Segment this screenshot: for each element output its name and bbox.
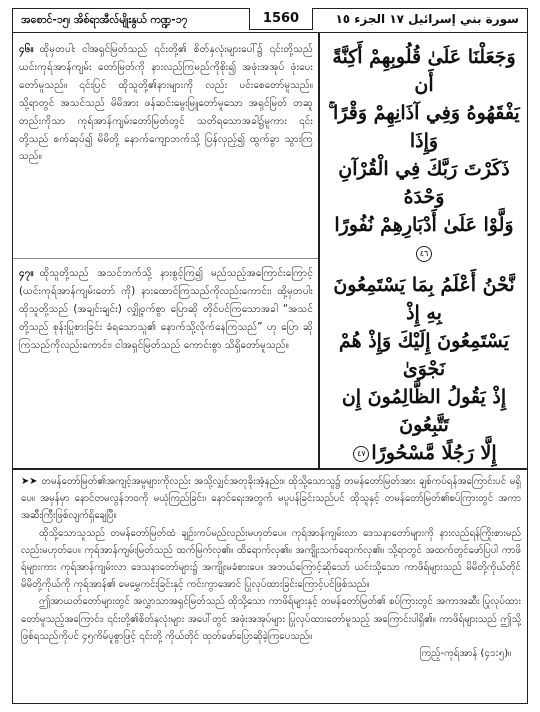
footnotes	[21, 473, 521, 662]
verse-47-text: ထိုသူတို့သည် အသင်ဘက်သို့ နားစွင့်ကြ၍ မည်သည့်အကြောင်းကြောင့် (ယင်းကုရ်အာန်ကျမ်းတော် ကို) နားထောင်ကြသည်ကိုလည်းကောင်း၊ ထို့မှတပါး ထိုသူတို့သည် (အချင်းချင်း) လျှို့ဝှက်စွာ ပြောဆို တိုင်ပင်ကြသောအခါ “အသင်တို့သည် စုန်းပြုစားခြင်း ခံရသောသူ၏ နောက်သို့လိုက်နေကြသည်” ဟု ပြော ဆိုကြသည်ကိုလည်းကောင်း၊ ငါအရှင်မြတ်သည် ကောင်းစွာ သိရှိတော်မူသည်။	[19, 268, 313, 351]
arabic-line: وَلَّوْا عَلَىٰ أَدْبَارِهِمْ نُفُورًا٤٦	[325, 211, 523, 267]
arabic-line: وَجَعَلْنَا عَلَىٰ قُلُوبِهِمْ أَكِنَّةً أَن	[332, 46, 516, 96]
verse-46-translation	[19, 41, 313, 166]
arabic-line: نَّحْنُ أَعْلَمُ بِمَا يَسْتَمِعُونَ بِهِ إِذْ	[333, 274, 515, 324]
footnote-paragraph: ဤအာယတ်တော်များတွင် အလွှာသာအရှင်မြတ်သည် ထိုသို့သော ကာဖိရ်များနှင့် တမန်တော်မြတ်၏ စပ်ကြားတွင် အကာအဆီး ပြုလုပ်ထားတော်မူသည့်အကြောင်း၊ ၎င်းတို့၏စိတ်နှလုံးများ အပေါ်တွင် အဖုံးအအုပ်များ ပြုလုပ်ထားတော်မူသည့် အကြောင်းပါရှိ၏။ ကာဖိရ်များသည် ဤသို့ဖြစ်ရသည်ကိုပင် ၄၅ကိမ်ပူစွာဖြင့် ၎င်းတို့ ကိုယ်တိုင် ထုတ်ဖော်ပြောဆိုခဲ့ကြပေသည်။	[21, 596, 521, 642]
footnote-marker: ➤➤	[21, 476, 38, 487]
verse-separator	[13, 258, 318, 259]
footnote-paragraph: ထိုသို့သောသူသည် တမန်တော်မြတ်ထံ ချဉ်းကပ်မည်လည်းမဟုတ်ပေ။ ကုရ်အာန်ကျမ်းလာ ဒေသနာတော်များကို နားလည်ရန်ကြိုးစားမည်လည်းမဟုတ်ပေ။ ကုရ်အာန်ကျမ်းမြတ်သည် ထက်မြက်လှ၏။ ထိရောက်လှ၏။ အကျိုးသက်ရောက်လှ၏။ သို့ရာတွင် အထက်တွင်ဖော်ပြပါ ကာဖိရ်များကား ကုရ်အာန်ကျမ်းလာ ဒေသနာတော်များ၌ အကျိုးမခံစားပေ။ အဘယ်ကြောင့်ဆိုသော် ယင်းသို့သော ကာဖိရ်များသည် မိမိတို့ကိုယ်တိုင် မိမိတို့ကိုယ်ကို ကုရ်အာန်၏ မေမွှေကင်းခြင်းနှင့် ကင်းကွာအောင် ပြုလုပ်ထားခြင်းကြောင့်ပင်ဖြစ်သည်။	[21, 527, 521, 591]
verse-46-text: ထိုမှတပါး ငါအရှင်မြတ်သည် ၎င်းတို့၏ စိတ်နှလုံးများပေါ်၌ ၎င်းတို့သည် ယင်းကုရ်အာန်ကျမ်း တော်မြတ်ကို နားလည်ကြမည်ကိုစိုး၍ အဖုံးအအုပ် ဖုံးပေးတော်မူသည်။ ၎င်းပြင် ထိုသူတို့၏နားများကို လည်း ပင်းစေတော်မူသည်။ သို့ရာတွင် အသင်သည် မိမိအား ဖန်ဆင်းမွေးမြူတော်မူသော အရှင်မြတ် တဆူတည်းကိုသာ ကုရ်အာန်ကျမ်းတော်မြတ်တွင် သတိရသောအခါ၌မူကား ၎င်းတို့သည် စက်ဆုပ်၍ မိမိတို့ နောက်ကျောဘက်သို့ ပြန်လှည့်၍ ထွက်ခွာ သွားကြသည်။	[19, 44, 313, 163]
page-frame	[12, 8, 528, 704]
ayah-number-mark: ٤٧	[353, 446, 369, 462]
page-header	[13, 9, 527, 33]
arabic-line: ذَكَرْتَ رَبَّكَ فِي الْقُرْآنِ وَحْدَهُ	[338, 158, 510, 208]
verse-46-arabic	[325, 43, 523, 267]
arabic-line: يَفْقَهُوهُ وَفِي آذَانِهِمْ وَقْرًا ۚ وَإِذَا	[328, 102, 520, 152]
header-right-title: سورة بني إسرائيل ١٧ الجزء ١٥	[335, 12, 519, 26]
column-divider	[318, 33, 320, 468]
footnote-divider	[13, 468, 527, 470]
footnote-paragraph: ➤➤ တမန်တော်မြတ်၏အကျင့်အမူများကိုလည်း အသို့လျှင်အတုခိုးအံ့နည်း။ ထိုသို့သောသူ၌ တမန်တော်မြတ်အား ချစ်ကပ်ရန်အကြောင်းပင် မရှိပေ။ အမှန်မှာ နောင်တမလွန်ဘဝကို မယုံကြည်ခြင်း၊ နောင်ရေးအတွက် မပူပန်ခြင်းသည်ပင် ထိုသူနှင့် တမန်တော်မြတ်၏စပ်ကြားတွင် အကာအဆီးကြီးဖြစ်လျက်ရှိချေပြီ။	[21, 476, 521, 522]
arabic-line: إِذْ يَقُولُ الظَّالِمُونَ إِن تَتَّبِعُونَ	[341, 386, 507, 436]
verse-47-number: ၄၇။	[19, 268, 34, 279]
verse-46-number: ၄၆။	[19, 44, 34, 55]
verse-47-translation	[19, 265, 313, 355]
verse-47-arabic	[325, 271, 523, 467]
ayah-number-mark: ٤٦	[416, 246, 432, 262]
page-number: 1560	[249, 8, 313, 30]
arabic-line: إِلَّا رَجُلًا مَّسْحُورًا٤٧	[325, 439, 523, 467]
header-left-title: အစောင်-၁၅၊ အိစ်ရာအီလ်မျိုးနွယ် ကဏ္ဍ-၁၇	[21, 14, 188, 26]
footnote-source: ကြည့်-ကုရ်အာန် (၄၁:၅)။	[419, 648, 511, 660]
arabic-line: يَسْتَمِعُونَ إِلَيْكَ وَإِذْ هُمْ نَجْوَىٰ	[338, 330, 510, 380]
